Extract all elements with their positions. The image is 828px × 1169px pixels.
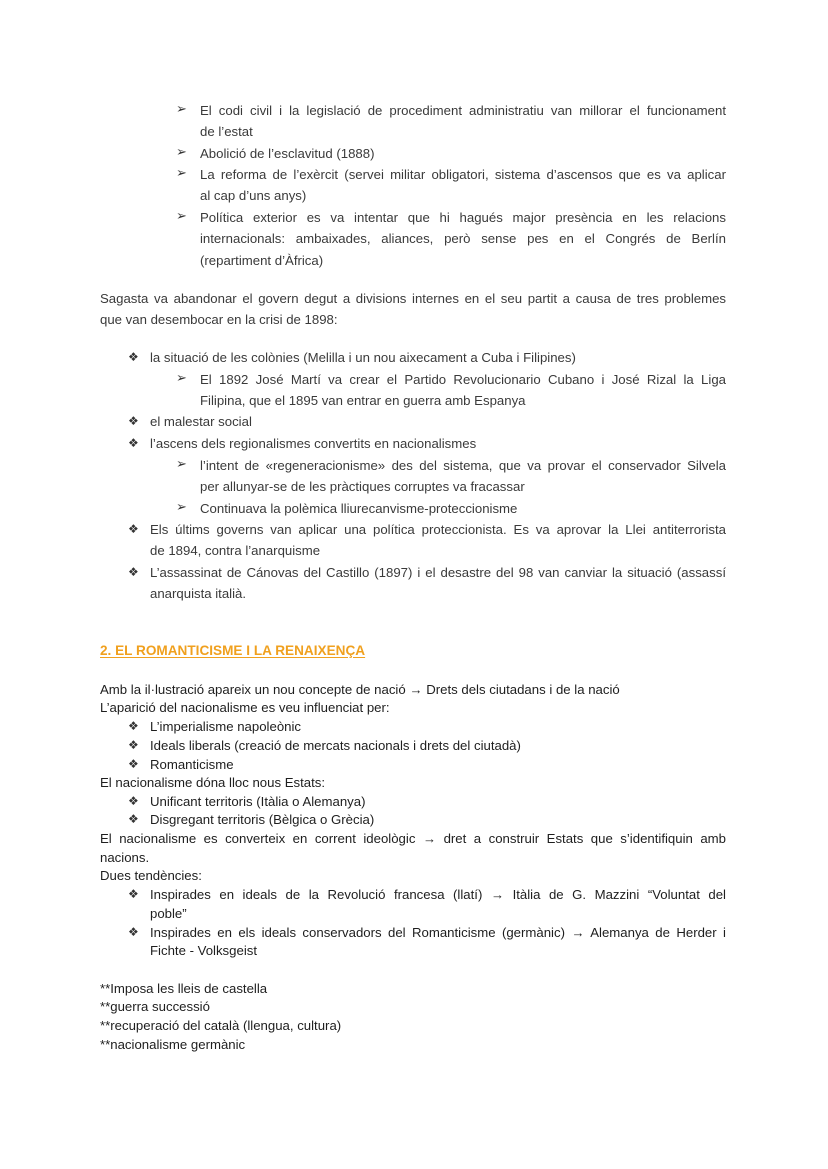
section-2-line-1: Amb la il·lustració apareix un nou concepte de nació → Drets dels ciutadans i de la nació: [100, 682, 620, 697]
tendency-1-line-2: poble”: [150, 906, 187, 921]
list-b-item-4-line-2: de 1894, contra l’anarquisme: [150, 543, 321, 558]
list-b-item-3: l’ascens dels regionalismes convertits en nacionalismes: [150, 436, 477, 451]
diamond-bullet-icon: ❖: [128, 738, 139, 752]
arrow-bullet-icon: ➢: [176, 457, 187, 472]
paragraph-sagasta-line-1: Sagasta va abandonar el govern degut a divisions internes en el seu partit a causa de tres problemes: [100, 291, 726, 306]
diamond-bullet-icon: ❖: [128, 794, 139, 808]
list-b-item-2: el malestar social: [150, 414, 252, 429]
section-2-para-line-1: El nacionalisme es converteix en corrent ideològic → dret a construir Estats que s’identifiquin amb: [100, 831, 726, 846]
list-b-item-5-line-2: anarquista italià.: [150, 586, 247, 601]
arrow-bullet-icon: ➢: [176, 102, 187, 117]
arrow-bullet-icon: ➢: [176, 371, 187, 386]
arrow-bullet-icon: ➢: [176, 500, 187, 515]
list-b-item-4-line-1: Els últims governs van aplicar una política proteccionista. Es va aprovar la Llei antiterrorista: [150, 522, 726, 537]
paragraph-sagasta-line-2: que van desembocar en la crisi de 1898:: [100, 312, 338, 327]
list-a-item-3-line-2: al cap d’uns anys): [200, 188, 307, 203]
section-2-line-4: Dues tendències:: [100, 868, 202, 883]
list-a-item-3-line-1: La reforma de l’exèrcit (servei militar obligatori, sistema d’ascensos que es va aplicar: [200, 167, 726, 182]
list-b-item-3-sub-1-line-1: l’intent de «regeneracionisme» des del sistema, que va provar el conservador Silvela: [200, 458, 726, 473]
list-b-item-3-sub-2: Continuava la polèmica lliurecanvisme-proteccionisme: [200, 501, 518, 516]
state-item-2: Disgregant territoris (Bèlgica o Grècia): [150, 812, 375, 827]
list-a-item-4-line-1: Política exterior es va intentar que hi hagués major presència en les relacions: [200, 210, 726, 225]
influence-item-1: L’imperialisme napoleònic: [150, 719, 302, 734]
list-a-item-1-line-2: de l’estat: [200, 124, 253, 139]
list-a-item-4-line-3: (repartiment d’Àfrica): [200, 253, 324, 268]
note-4: **nacionalisme germànic: [100, 1037, 246, 1052]
section-2-line-3: El nacionalisme dóna lloc nous Estats:: [100, 775, 326, 790]
diamond-bullet-icon: ❖: [128, 719, 139, 733]
arrow-bullet-icon: ➢: [176, 145, 187, 160]
tendency-1-line-1: Inspirades en ideals de la Revolució francesa (llatí) → Itàlia de G. Mazzini “Voluntat del: [150, 887, 726, 902]
list-b-item-1-sub-1-line-2: Filipina, que el 1895 van entrar en guerra amb Espanya: [200, 393, 526, 408]
diamond-bullet-icon: ❖: [128, 887, 139, 901]
section-2-line-2: L’aparició del nacionalisme es veu influenciat per:: [100, 700, 390, 715]
arrow-bullet-icon: ➢: [176, 166, 187, 181]
list-a-item-4-line-2: internacionals: ambaixades, aliances, però sense pes en el Congrés de Berlín: [200, 231, 726, 246]
tendency-2-line-1: Inspirades en els ideals conservadors del Romanticisme (germànic) → Alemanya de Herder i: [150, 925, 726, 940]
diamond-bullet-icon: ❖: [128, 350, 139, 364]
note-3: **recuperació del català (llengua, cultura): [100, 1018, 342, 1033]
diamond-bullet-icon: ❖: [128, 757, 139, 771]
influence-item-2: Ideals liberals (creació de mercats nacionals i drets del ciutadà): [150, 738, 521, 753]
list-b-item-5-line-1: L’assassinat de Cánovas del Castillo (1897) i el desastre del 98 van canviar la situació (assassí: [150, 565, 726, 580]
note-2: **guerra successió: [100, 999, 210, 1014]
diamond-bullet-icon: ❖: [128, 436, 139, 450]
diamond-bullet-icon: ❖: [128, 925, 139, 939]
influence-item-3: Romanticisme: [150, 757, 234, 772]
diamond-bullet-icon: ❖: [128, 414, 139, 428]
note-1: **Imposa les lleis de castella: [100, 981, 268, 996]
tendency-2-line-2: Fichte - Volksgeist: [150, 943, 258, 958]
arrow-bullet-icon: ➢: [176, 209, 187, 224]
list-b-item-1-sub-1-line-1: El 1892 José Martí va crear el Partido Revolucionario Cubano i José Rizal la Liga: [200, 372, 726, 387]
list-a-item-1-line-1: El codi civil i la legislació de procediment administratiu van millorar el funcionament: [200, 103, 726, 118]
list-a-item-2: Abolició de l’esclavitud (1888): [200, 146, 375, 161]
diamond-bullet-icon: ❖: [128, 522, 139, 536]
diamond-bullet-icon: ❖: [128, 812, 139, 826]
state-item-1: Unificant territoris (Itàlia o Alemanya): [150, 794, 366, 809]
section-2-heading: 2. EL ROMANTICISME I LA RENAIXENÇA: [100, 643, 366, 658]
section-2-para-line-2: nacions.: [100, 850, 150, 865]
list-b-item-3-sub-1-line-2: per allunyar-se de les pràctiques corruptes va fracassar: [200, 479, 525, 494]
list-b-item-1: la situació de les colònies (Melilla i un nou aixecament a Cuba i Filipines): [150, 350, 576, 365]
diamond-bullet-icon: ❖: [128, 565, 139, 579]
